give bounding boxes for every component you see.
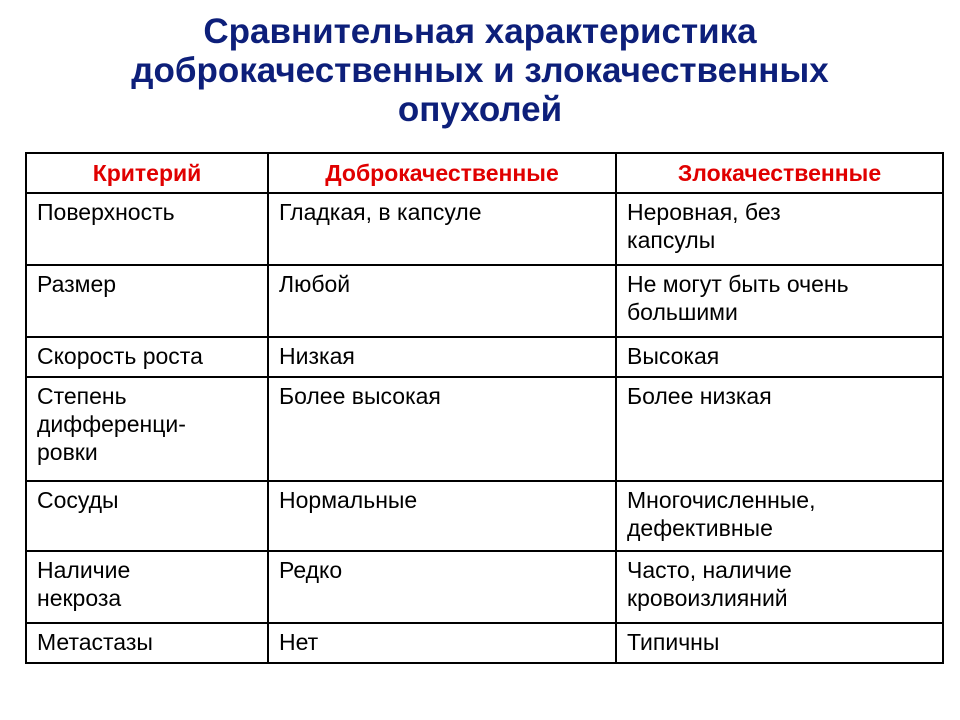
cell-text: Типичны (627, 629, 720, 655)
table-row (26, 337, 943, 377)
cell-text: Редко (279, 557, 343, 583)
cell-text: дифференци- (37, 411, 186, 437)
table-header-row (26, 153, 943, 193)
cell-benign (268, 265, 616, 337)
cell-text: Гладкая, в капсуле (279, 199, 482, 225)
cell-criterion (26, 337, 268, 377)
title-line-1: Сравнительная характеристика (203, 12, 757, 51)
cell-malignant (616, 193, 943, 265)
cell-malignant (616, 377, 943, 481)
cell-benign (268, 193, 616, 265)
cell-text: Не могут быть очень (627, 271, 849, 297)
cell-benign (268, 377, 616, 481)
table-row (26, 377, 943, 481)
cell-text: ровки (37, 439, 98, 465)
cell-text: некроза (37, 585, 122, 611)
cell-malignant (616, 481, 943, 551)
cell-text: кровоизлияний (627, 585, 788, 611)
table-row (26, 623, 943, 663)
cell-text: Высокая (627, 343, 720, 369)
cell-criterion (26, 481, 268, 551)
table-row (26, 193, 943, 265)
comparison-table (25, 152, 944, 664)
cell-criterion (26, 623, 268, 663)
cell-text: Метастазы (37, 629, 153, 655)
cell-criterion (26, 377, 268, 481)
cell-text: капсулы (627, 227, 716, 253)
title-line-3: опухолей (397, 90, 563, 129)
cell-criterion (26, 193, 268, 265)
cell-benign (268, 551, 616, 623)
cell-malignant (616, 551, 943, 623)
cell-text: Степень (37, 383, 127, 409)
cell-malignant (616, 265, 943, 337)
cell-text: Размер (37, 271, 117, 297)
cell-text: Более высокая (279, 383, 441, 409)
cell-benign (268, 623, 616, 663)
cell-text: дефективные (627, 515, 773, 541)
cell-text: Часто, наличие (627, 557, 792, 583)
cell-text: Неровная, без (627, 199, 781, 225)
cell-text: большими (627, 299, 738, 325)
table-row (26, 481, 943, 551)
cell-text: Поверхность (37, 199, 175, 225)
cell-criterion (26, 551, 268, 623)
cell-text: Нормальные (279, 487, 418, 513)
cell-text: Низкая (279, 343, 355, 369)
header-malignant: Злокачественные (616, 153, 943, 193)
cell-text: Сосуды (37, 487, 119, 513)
cell-malignant (616, 623, 943, 663)
cell-text: Более низкая (627, 383, 772, 409)
cell-criterion (26, 265, 268, 337)
cell-text: Нет (279, 629, 319, 655)
header-benign: Доброкачественные (268, 153, 616, 193)
cell-malignant (616, 337, 943, 377)
cell-text: Скорость роста (37, 343, 203, 369)
table-row (26, 551, 943, 623)
cell-benign (268, 481, 616, 551)
cell-benign (268, 337, 616, 377)
cell-text: Любой (279, 271, 351, 297)
title-line-2: доброкачественных и злокачественных (131, 51, 829, 90)
cell-text: Многочисленные, (627, 487, 816, 513)
header-criterion: Критерий (26, 153, 268, 193)
cell-text: Наличие (37, 557, 131, 583)
table-row (26, 265, 943, 337)
slide-title (0, 12, 960, 129)
